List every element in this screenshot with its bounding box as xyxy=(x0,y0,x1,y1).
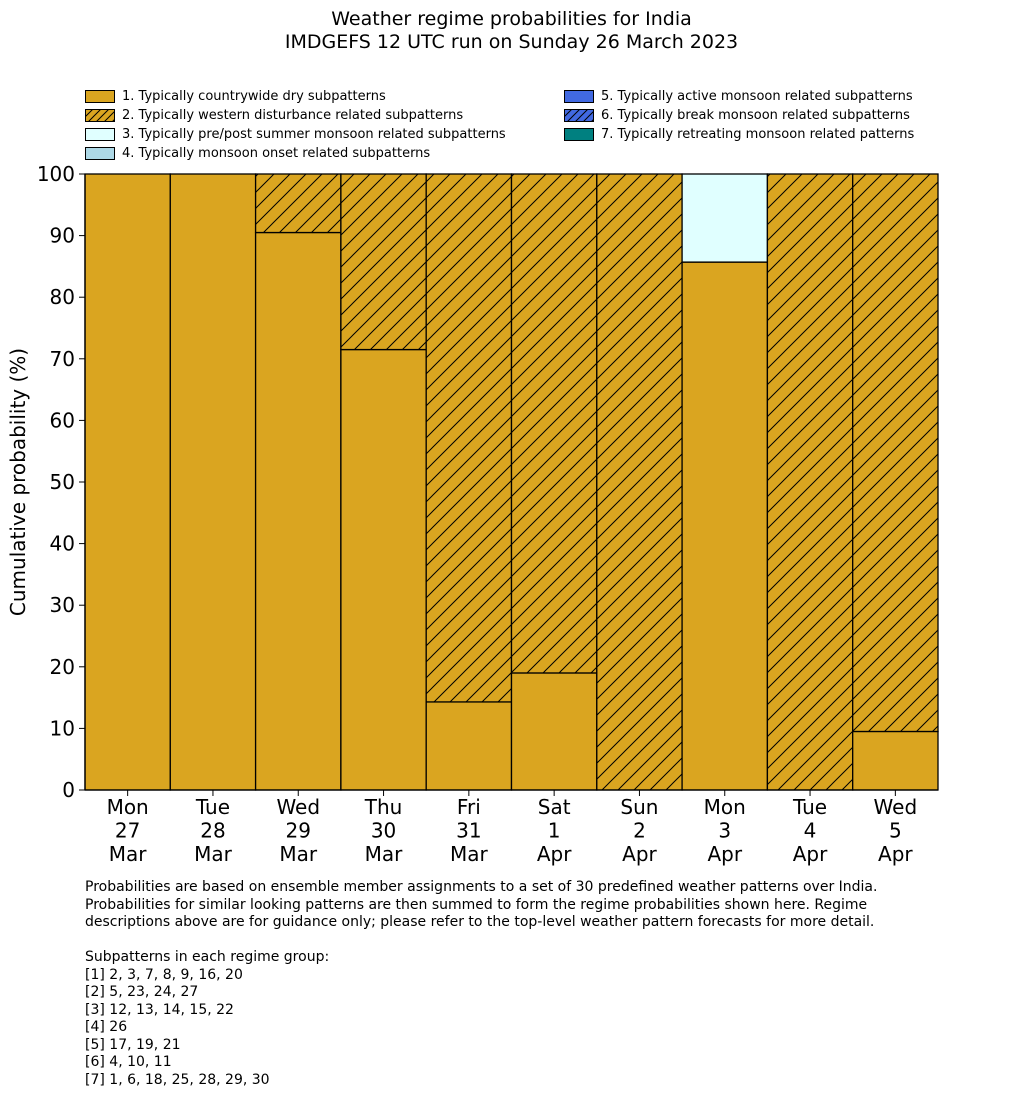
y-tick-label: 0 xyxy=(62,778,75,802)
subpattern-line: [6] 4, 10, 11 xyxy=(85,1054,172,1070)
legend-item xyxy=(85,125,506,144)
bar-segment-hatch xyxy=(853,174,938,731)
bar-segment-hatch xyxy=(597,174,682,790)
legend-swatch xyxy=(85,147,115,160)
bar-segment-hatch xyxy=(341,174,426,350)
legend-swatch xyxy=(564,109,594,122)
y-tick-label: 90 xyxy=(49,223,75,248)
chart-title-line1: Weather regime probabilities for India xyxy=(331,8,692,30)
bar-segment xyxy=(256,233,341,790)
y-tick-label: 40 xyxy=(49,531,75,556)
bar-segment xyxy=(85,174,170,790)
subpatterns-list xyxy=(85,967,877,1090)
subpatterns-heading: Subpatterns in each regime group: xyxy=(85,949,330,965)
y-tick-label: 80 xyxy=(49,285,75,310)
notes xyxy=(85,879,877,1089)
legend-swatch xyxy=(85,128,115,141)
legend-swatch xyxy=(564,90,594,103)
subpattern-line: [5] 17, 19, 21 xyxy=(85,1036,181,1053)
subpattern-line: [2] 5, 23, 24, 27 xyxy=(85,984,199,1000)
bar-segment-hatch xyxy=(256,174,341,233)
notes-description-line: Probabilities are based on ensemble member assignments to a set of 30 predefined weather patterns over India. xyxy=(85,879,878,895)
bar-segment xyxy=(426,702,511,790)
legend-swatch xyxy=(564,128,594,141)
legend-item xyxy=(85,106,463,125)
y-tick-label: 50 xyxy=(49,470,75,494)
y-tick-label: 100 xyxy=(36,162,75,186)
chart-title-line2: IMDGEFS 12 UTC run on Sunday 26 March 2023 xyxy=(284,31,739,53)
legend-label: 7. Typically retreating monsoon related patterns xyxy=(601,127,915,142)
x-tick-label: Tue 4 Apr xyxy=(792,795,828,866)
legend-item xyxy=(85,87,386,106)
y-tick-label: 30 xyxy=(49,593,75,618)
bar-segment xyxy=(853,731,938,790)
x-tick-label: Tue 28 Mar xyxy=(194,795,232,866)
legend-label: 3. Typically pre/post summer monsoon related subpatterns xyxy=(122,127,506,142)
y-tick-label: 60 xyxy=(49,408,75,433)
legend-swatch xyxy=(85,90,115,103)
bar-segment xyxy=(682,174,767,262)
y-tick-label: 10 xyxy=(49,716,75,741)
x-tick-label: Mon 3 Apr xyxy=(703,795,746,866)
subpattern-line: [1] 2, 3, 7, 8, 9, 16, 20 xyxy=(85,966,243,983)
x-tick-label: Wed 5 Apr xyxy=(873,795,918,866)
chart-title xyxy=(0,8,1023,54)
legend-item xyxy=(564,87,913,106)
x-tick-label: Thu 30 Mar xyxy=(364,795,403,866)
y-axis-label: Cumulative probability (%) xyxy=(6,347,30,617)
notes-description-line: descriptions above are for guidance only; please refer to the top-level weather pattern forecasts for more detail. xyxy=(85,914,875,930)
bar-segment-hatch xyxy=(512,174,597,673)
bars-group xyxy=(85,174,938,790)
legend-swatch xyxy=(85,109,115,122)
subpattern-line: [7] 1, 6, 18, 25, 28, 29, 30 xyxy=(85,1071,270,1088)
subpattern-line: [4] 26 xyxy=(85,1019,128,1035)
legend-label: 1. Typically countrywide dry subpatterns xyxy=(122,89,386,104)
bar-segment xyxy=(682,262,767,790)
x-tick-label: Fri 31 Mar xyxy=(449,795,488,866)
notes-spacer xyxy=(85,932,877,950)
y-tick-label: 20 xyxy=(49,654,75,679)
y-tick-label: 70 xyxy=(49,346,75,371)
bar-segment-hatch xyxy=(767,174,852,790)
notes-description xyxy=(85,879,877,932)
bar-segment xyxy=(512,673,597,790)
bar-segment xyxy=(341,350,426,790)
subpattern-line: [3] 12, 13, 14, 15, 22 xyxy=(85,1001,234,1018)
legend-label: 4. Typically monsoon onset related subpatterns xyxy=(122,146,431,161)
legend-label: 6. Typically break monsoon related subpatterns xyxy=(601,108,910,123)
legend xyxy=(85,87,955,163)
x-tick-label: Wed 29 Mar xyxy=(276,795,321,866)
chart-plot xyxy=(0,160,1033,875)
x-tick-label: Mon 27 Mar xyxy=(106,795,149,866)
x-tick-label: Sat 1 Apr xyxy=(536,795,572,866)
legend-item xyxy=(564,125,914,144)
bar-segment-hatch xyxy=(426,174,511,702)
legend-label: 5. Typically active monsoon related subpatterns xyxy=(601,89,913,104)
x-tick-label: Sun 2 Apr xyxy=(620,795,659,866)
bar-segment xyxy=(170,174,255,790)
legend-item xyxy=(564,106,910,125)
legend-label: 2. Typically western disturbance related subpatterns xyxy=(122,108,464,123)
notes-description-line: Probabilities for similar looking patterns are then summed to form the regime probabilities shown here. Regime xyxy=(85,896,868,913)
